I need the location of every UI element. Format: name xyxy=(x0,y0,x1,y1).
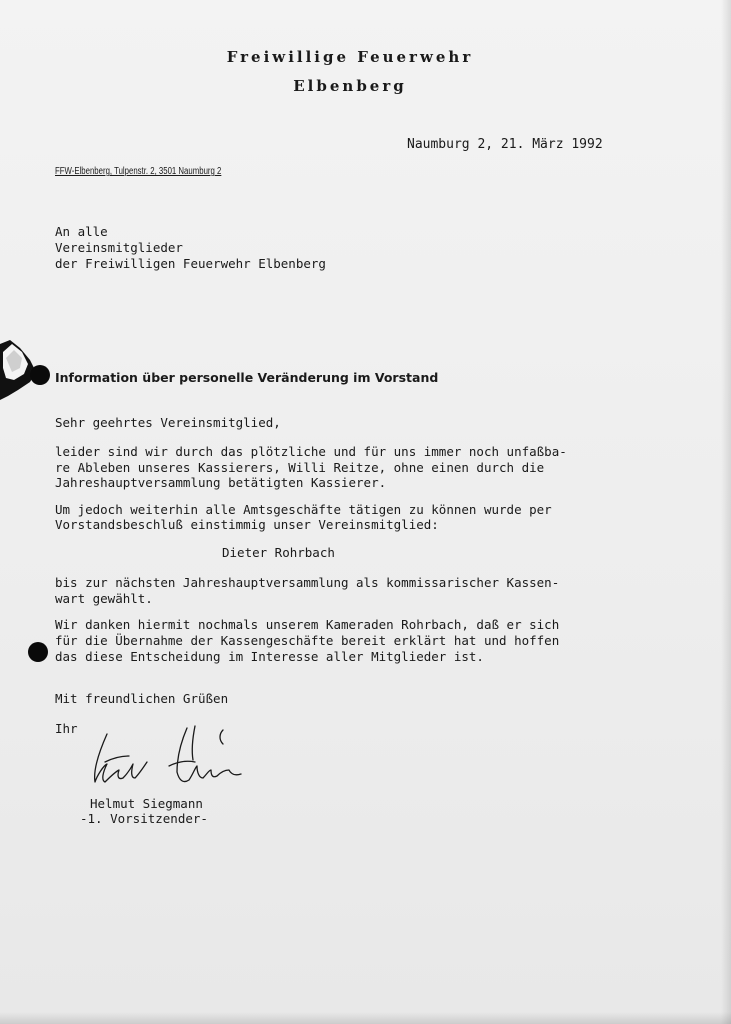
subject-line: Information über personelle Veränderung im Vorstand xyxy=(55,370,439,385)
body-line: wart gewählt. xyxy=(55,591,153,606)
signatory-name: Helmut Siegmann xyxy=(90,796,203,811)
body-line: bis zur nächsten Jahreshauptversammlung als kommissarischer Kassen- xyxy=(55,575,560,590)
page-bottom-shadow xyxy=(0,1012,731,1024)
letterhead-title: Freiwillige Feuerwehr xyxy=(226,48,474,66)
body-line: Wir danken hiermit nochmals unserem Kameraden Rohrbach, daß er sich xyxy=(55,617,560,632)
recipient-line: An alle xyxy=(55,224,108,239)
signatory-title: -1. Vorsitzender- xyxy=(80,811,208,826)
signature-icon xyxy=(85,722,255,802)
body-line: Um jedoch weiterhin alle Amtsgeschäfte tätigen zu können wurde per xyxy=(55,502,552,517)
letter-date: Naumburg 2, 21. März 1992 xyxy=(407,137,603,152)
return-address: FFW-Elbenberg, Tulpenstr. 2, 3501 Naumburg 2 xyxy=(55,166,222,177)
body-line: Jahreshauptversammlung betätigten Kassierer. xyxy=(55,475,387,490)
salutation: Sehr geehrtes Vereinsmitglied, xyxy=(55,415,281,430)
punch-hole xyxy=(30,365,50,385)
body-line: leider sind wir durch das plötzliche und für uns immer noch unfaßba- xyxy=(55,444,567,459)
body-line: für die Übernahme der Kassengeschäfte bereit erklärt hat und hoffen xyxy=(55,633,560,648)
body-line: Vorstandsbeschluß einstimmig unser Vereinsmitglied: xyxy=(55,517,439,532)
closing-ihr: Ihr xyxy=(55,721,78,736)
appointee-name: Dieter Rohrbach xyxy=(222,545,335,560)
closing: Mit freundlichen Grüßen xyxy=(55,691,229,706)
page-edge-shadow xyxy=(721,0,731,1024)
punch-hole xyxy=(28,642,48,662)
recipient-line: der Freiwilligen Feuerwehr Elbenberg xyxy=(55,256,326,271)
body-line: re Ableben unseres Kassierers, Willi Reitze, ohne einen durch die xyxy=(55,460,545,475)
body-line: das diese Entscheidung im Interesse aller Mitglieder ist. xyxy=(55,649,484,664)
letterhead-place: Elbenberg xyxy=(293,77,407,95)
recipient-line: Vereinsmitglieder xyxy=(55,240,183,255)
